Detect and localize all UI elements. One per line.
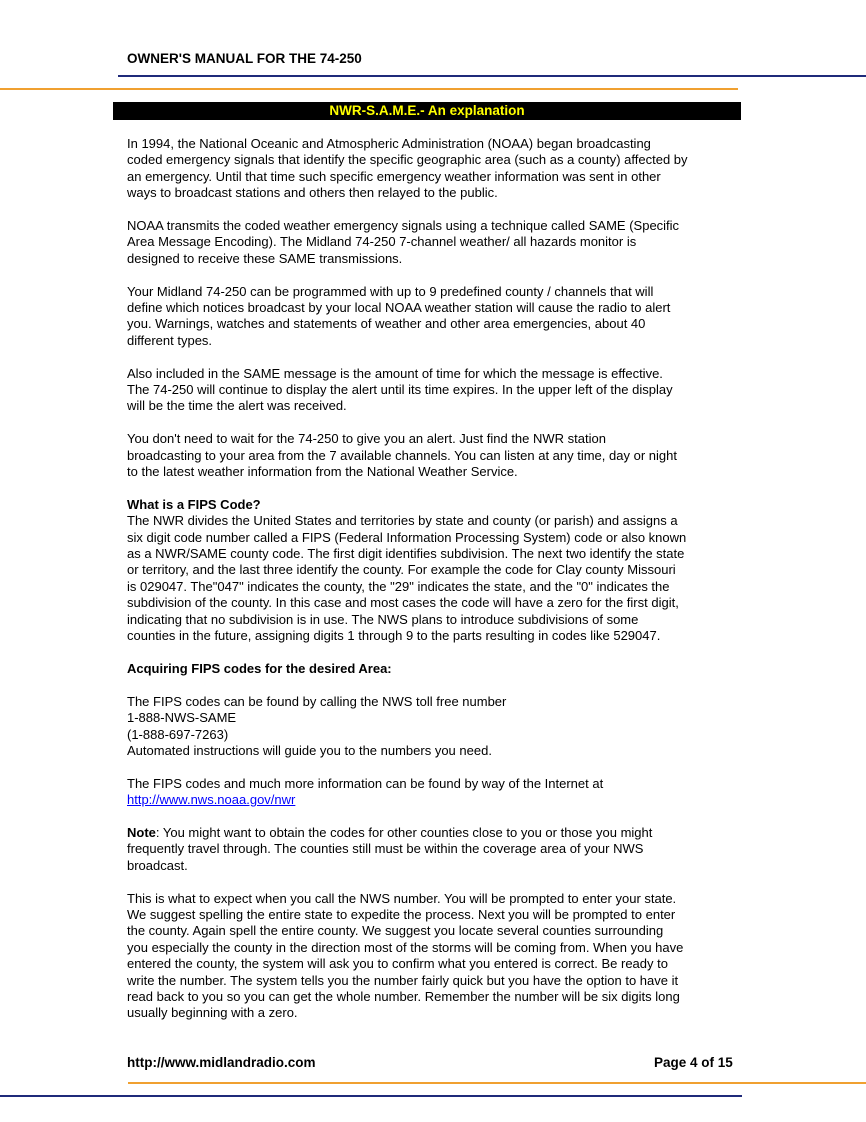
header-rule-orange <box>0 88 738 90</box>
phone-paragraph: The FIPS codes can be found by calling the NWS toll free number 1-888-NWS-SAME (1-888-697-7263) Automated instructions will guide you to the numbers you need. <box>127 693 507 758</box>
fips-heading: What is a FIPS Code? <box>127 496 261 512</box>
paragraph: Also included in the SAME message is the amount of time for which the message is effective. The 74-250 will continue to display the alert until its time expires. In the upper left of the display will be the time the alert was received. <box>127 365 673 414</box>
nws-link[interactable]: http://www.nws.noaa.gov/nwr <box>127 792 296 808</box>
footer-rule-orange <box>128 1082 866 1084</box>
paragraph: You don't need to wait for the 74-250 to give you an alert. Just find the NWR station broadcasting to your area from the 7 available channels. You can listen at any time, day or night to the latest weather information from the National Weather Service. <box>127 431 677 480</box>
footer-url: http://www.midlandradio.com <box>127 1055 316 1070</box>
internet-text: The FIPS codes and much more information can be found by way of the Internet at <box>127 775 604 791</box>
paragraph: NOAA transmits the coded weather emergency signals using a technique called SAME (Specific Area Message Encoding). The Midland 74-250 7-channel weather/ all hazards monitor is designed to receive these SAME transmissions. <box>127 218 680 266</box>
header-title: OWNER'S MANUAL FOR THE 74-250 <box>127 51 362 66</box>
body-content <box>127 136 747 1038</box>
note-paragraph <box>127 825 747 874</box>
footer-rule-navy <box>0 1095 742 1097</box>
paragraph: Your Midland 74-250 can be programmed with up to 9 predefined county / channels that will define which notices broadcast by your local NOAA weather station will cause the radio to alert you. Warnings, watches and statements of weather and other area emergencies, about 40 different types. <box>127 283 671 348</box>
header-rule-navy <box>118 75 866 77</box>
section-title: NWR-S.A.M.E.- An explanation <box>113 102 741 120</box>
acquiring-heading: Acquiring FIPS codes for the desired Area: <box>127 660 392 676</box>
paragraph: In 1994, the National Oceanic and Atmospheric Administration (NOAA) began broadcasting coded emergency signals that identify the specific geographic area (such as a county) affected by an emergency. Until that time such specific emergency weather information was sent in other ways to broadcast stations and others then relayed to the public. <box>127 136 688 201</box>
page-number: Page 4 of 15 <box>654 1055 733 1070</box>
note-label: Note <box>127 824 156 840</box>
note-text: : You might want to obtain the codes for other counties close to you or those you might frequently travel through. The counties still must be within the coverage area of your NWS broadcast. <box>127 824 653 873</box>
expect-paragraph: This is what to expect when you call the NWS number. You will be prompted to enter your state. We suggest spelling the entire state to expedite the process. Next you will be prompted to enter the county. Again spell the entire county. We suggest you locate several counties surrounding you especially the county in the direction most of the storms will be coming from. When you have entered the county, the system will ask you to confirm what you entered is correct. Be ready to write the number. The system tells you the number fairly quick but you have the option to have it read back to you so you can get the whole number. Remember the number will be six digits long usually beginning with a zero. <box>127 890 684 1021</box>
fips-paragraph: The NWR divides the United States and territories by state and county (or parish) and assigns a six digit code number called a FIPS (Federal Information Processing System) code or also known as a NWR/SAME county code. The first digit identifies subdivision. The next two identify the state or territory, and the last three identify the county. For example the code for Clay county Missouri is 029047. The"047" indicates the county, the "29" indicates the state, and the "0" indicates the subdivision of the county. In this case and most cases the code will have a zero for the first digit, indicating that no subdivision is in use. The NWS plans to introduce subdivisions of some counties in the future, assigning digits 1 through 9 to the parts resulting in codes like 529047. <box>127 513 687 644</box>
internet-paragraph <box>127 776 747 809</box>
